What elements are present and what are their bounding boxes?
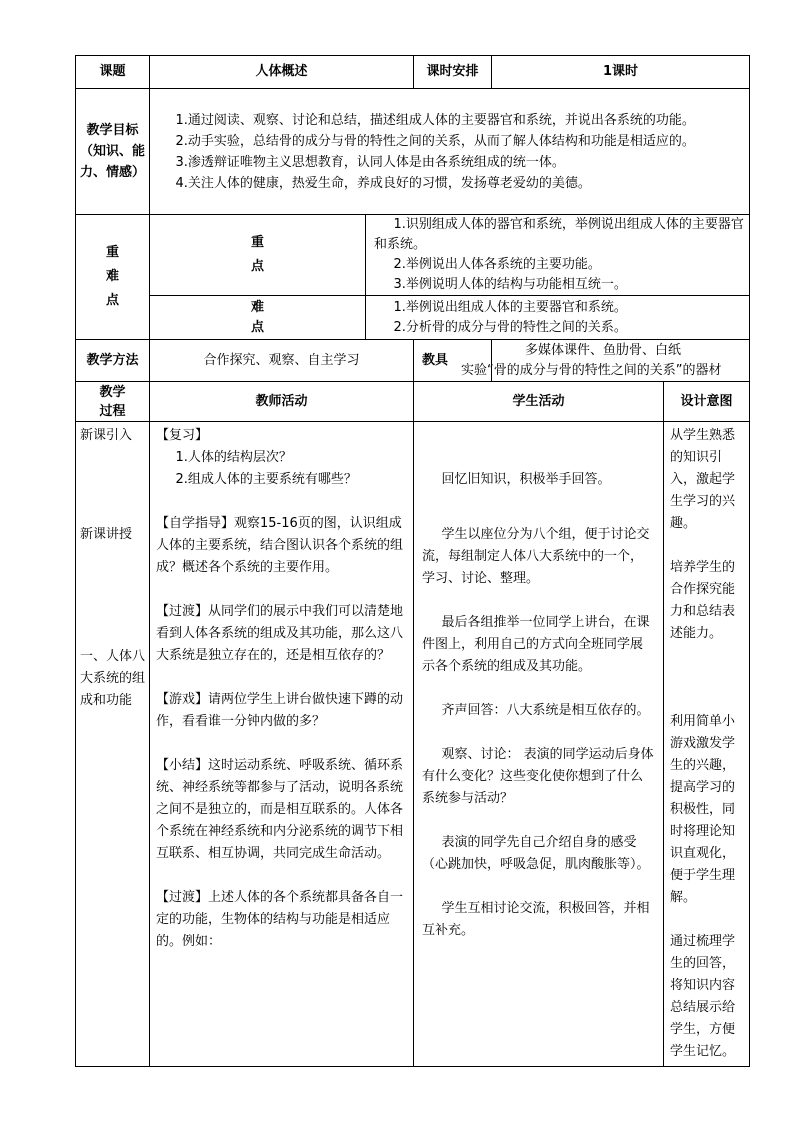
teacher-line: 1.人体的结构层次？ <box>175 450 292 465</box>
teacher-review <box>156 425 405 491</box>
diff-item: 2.分析骨的成分与骨的特性之间的关系。 <box>393 319 627 335</box>
tools-value <box>461 340 750 382</box>
goal-item: 2.动手实验，总结骨的成分与骨的特性之间的关系，从而了解人体结构和功能是相适应的。 <box>175 133 695 149</box>
topic-value: 人体概述 <box>150 56 414 89</box>
design-header: 设计意图 <box>664 382 750 422</box>
student-block: 最后各组推举一位同学上讲台，在课件图上，利用自己的方式向全班同学展示各个系统的组成及其功能。 <box>422 615 650 674</box>
hours-label: 课时安排 <box>414 56 492 89</box>
process-header-row <box>76 382 750 422</box>
key-points-content <box>366 215 750 296</box>
stage-header-cell <box>76 382 150 422</box>
stage-item: 一、人体八大系统的组成和功能 <box>80 649 146 708</box>
teacher-line: 2.组成人体的主要系统有哪些？ <box>175 472 357 487</box>
student-activity <box>414 422 664 1067</box>
stage-header: 教学过程 <box>99 384 126 419</box>
key-item: 2.举例说出人体各系统的主要功能。 <box>393 257 601 272</box>
method-row <box>76 340 750 382</box>
lesson-plan-table <box>75 55 750 1067</box>
difficult-points-content <box>366 296 750 340</box>
topic-label: 课题 <box>76 56 150 89</box>
teacher-block: 【小结】这时运动系统、呼吸系统、循环系统、神经系统等都参与了活动，说明各系统之间不是独立的，而是相互联系的。人体各个系统在神经系统和内分泌系统的调节下相互联系、相互协调，共同完成生命活动。 <box>156 758 404 861</box>
diff-label: 难点 <box>250 299 264 335</box>
goal-item: 3.渗透辩证唯物主义思想教育，认同人体是由各系统组成的统一体。 <box>175 154 565 170</box>
teacher-block: 【过渡】上述人体的各个系统都具备各自一定的功能，生物体的结构与功能是相适应的。例如： <box>156 890 404 949</box>
tools-line: 实验“骨的成分与骨的特性之间的关系”的器材 <box>461 362 722 378</box>
goals-content <box>150 89 750 215</box>
key-label: 重点 <box>250 235 264 274</box>
teacher-activity <box>150 422 414 1067</box>
design-block: 通过梳理学生的回答，将知识内容总结展示给学生，方便学生记忆。 <box>670 934 736 1059</box>
goals-label: 教学目标（知识、能力、情感） <box>76 89 150 215</box>
student-block: 回忆旧知识，积极举手回答。 <box>441 472 611 487</box>
design-intent <box>664 422 750 1067</box>
method-value: 合作探究、观察、自主学习 <box>150 340 414 382</box>
tools-label: 教具 <box>414 340 492 382</box>
tools-line: 多媒体课件、鱼肋骨、白纸 <box>525 342 682 358</box>
student-block: 齐声回答：八大系统是相互依存的。 <box>441 703 650 718</box>
student-block: 学生互相讨论交流，积极回答，并相互补充。 <box>422 901 650 938</box>
teacher-header: 教师活动 <box>150 382 414 422</box>
process-body-row <box>76 422 750 1067</box>
key-points-row <box>76 215 750 296</box>
goals-row <box>76 89 750 215</box>
header-row <box>76 56 750 89</box>
hours-value: 1课时 <box>492 56 750 89</box>
student-block: 表演的同学先自己介绍自身的感受（心跳加快，呼吸急促，肌肉酸胀等）。 <box>422 835 650 872</box>
design-block: 从学生熟悉的知识引入，激起学生学习的兴趣。 <box>670 428 736 531</box>
goal-item: 1.通过阅读、观察、讨论和总结，描述组成人体的主要器官和系统，并说出各系统的功能。 <box>175 112 695 128</box>
key-label-cell <box>150 215 366 296</box>
stage-cell <box>76 422 150 1067</box>
diff-label-cell <box>150 296 366 340</box>
teacher-block: 【游戏】请两位学生上讲台做快速下蹲的动作，看看谁一分钟内做的多？ <box>156 692 404 729</box>
goal-item: 4.关注人体的健康，热爱生命，养成良好的习惯，发扬尊老爱幼的美德。 <box>175 175 591 191</box>
key-difficult-label <box>76 215 150 340</box>
key-difficult-text: 重难点 <box>105 245 119 308</box>
teacher-line: 【复习】 <box>156 428 209 443</box>
student-block: 学生以座位分为八个组，便于讨论交流，每组制定人体八大系统中的一个，学习、讨论、整理。 <box>422 527 650 586</box>
student-header: 学生活动 <box>414 382 664 422</box>
design-block: 培养学生的合作探究能力和总结表述能力。 <box>670 560 736 641</box>
teacher-block: 【过渡】从同学们的展示中我们可以清楚地看到人体各系统的组成及其功能，那么这八大系统是独立存在的，还是相互依存的？ <box>156 604 404 663</box>
key-item: 1.识别组成人体的器官和系统，举例说出组成人体的主要器官和系统。 <box>374 217 744 252</box>
teacher-block: 【自学指导】观察15-16页的图，认识组成人体的主要系统，结合图认识各个系统的组成？概述各个系统的主要作用。 <box>156 516 404 575</box>
design-block: 利用简单小游戏激发学生的兴趣，提高学习的积极性，同时将理论知识直观化，便于学生理解。 <box>670 714 736 905</box>
stage-item: 新课引入 <box>80 428 133 443</box>
difficult-points-row <box>76 296 750 340</box>
key-item: 3.举例说明人体的结构与功能相互统一。 <box>393 277 627 292</box>
diff-item: 1.举例说出组成人体的主要器官和系统。 <box>393 299 627 315</box>
method-label: 教学方法 <box>76 340 150 382</box>
student-block: 观察、讨论： 表演的同学运动后身体有什么变化？这些变化使你想到了什么系统参与活动？ <box>422 747 654 806</box>
stage-item: 新课讲授 <box>80 527 133 542</box>
